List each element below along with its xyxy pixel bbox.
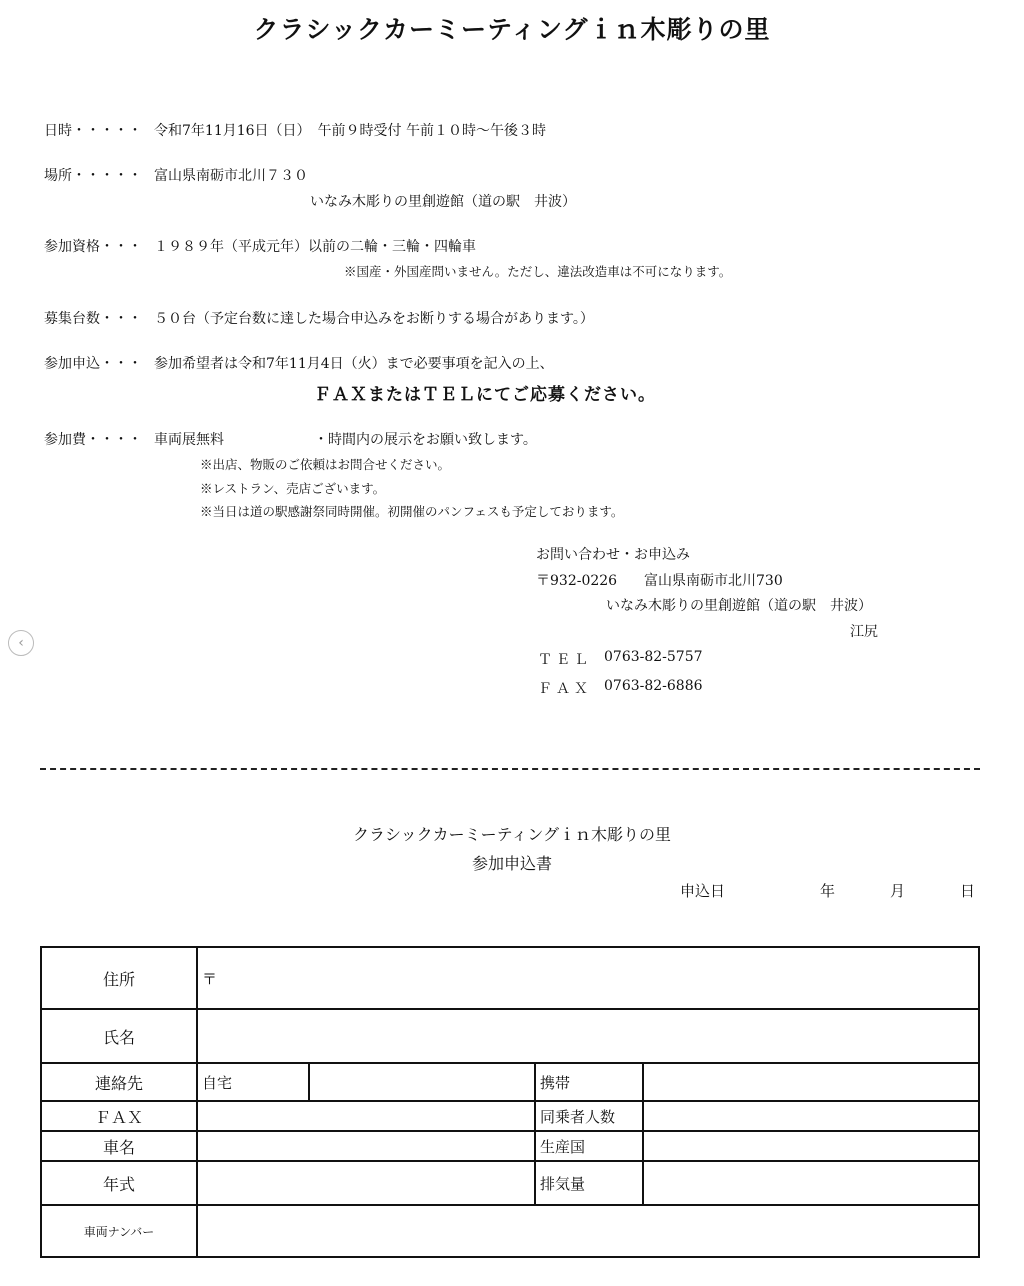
displacement-field[interactable] xyxy=(643,1161,979,1205)
model-year-row xyxy=(41,1161,979,1205)
apply-date-label: 申込日 xyxy=(680,882,726,900)
date-value: 令和7年11月16日（日） 午前９時受付 午前１０時〜午後３時 xyxy=(154,123,546,139)
mobile-field[interactable] xyxy=(643,1063,979,1101)
place-value: 富山県南砺市北川７３０ xyxy=(154,168,308,184)
tel-number: 0763-82-5757 xyxy=(604,649,703,665)
contact-person: 江尻 xyxy=(850,624,878,640)
home-label: 自宅 xyxy=(197,1063,309,1101)
eligibility-value: １９８９年（平成元年）以前の二輪・三輪・四輪車 xyxy=(154,239,476,255)
fax-label-cell: ＦＡＸ xyxy=(41,1101,197,1131)
address-label: 住所 xyxy=(41,947,197,1009)
name-label: 氏名 xyxy=(41,1009,197,1063)
eligibility-label: 参加資格・・・ xyxy=(44,239,142,255)
year-label: 年 xyxy=(820,882,836,900)
address-field[interactable] xyxy=(197,947,979,1009)
contact-heading: お問い合わせ・お申込み xyxy=(536,547,690,563)
name-row xyxy=(41,1009,979,1063)
eligibility-note: ※国産・外国産問いません。ただし、違法改造車は不可になります。 xyxy=(344,264,732,279)
postal-mark: 〒 xyxy=(202,969,218,988)
date-label: 日時・・・・・ xyxy=(44,123,142,139)
passengers-label: 同乗者人数 xyxy=(535,1101,643,1131)
fax-field[interactable] xyxy=(197,1101,535,1131)
application-form-table xyxy=(40,946,980,1258)
chevron-left-icon[interactable]: ‹ xyxy=(8,630,34,656)
capacity-value: ５０台（予定台数に達した場合申込みをお断りする場合があります。） xyxy=(154,311,594,327)
contact-address: 富山県南砺市北川730 xyxy=(644,573,783,589)
plate-field[interactable] xyxy=(197,1205,979,1257)
place-facility: いなみ木彫りの里創遊館（道の駅 井波） xyxy=(310,194,576,210)
apply-label: 参加申込・・・ xyxy=(44,356,142,372)
apply-emphasis: ＦＡＸまたはＴＥＬにてご応募ください。 xyxy=(314,385,656,405)
fee-note-2: ※レストラン、売店ございます。 xyxy=(200,481,386,496)
car-field[interactable] xyxy=(197,1131,535,1161)
car-label: 車名 xyxy=(41,1131,197,1161)
fee-value: 車両展無料 xyxy=(154,432,224,448)
contact-label: 連絡先 xyxy=(41,1063,197,1101)
contact-facility: いなみ木彫りの里創遊館（道の駅 井波） xyxy=(606,598,872,614)
passengers-field[interactable] xyxy=(643,1101,979,1131)
tel-label: ＴＥＬ xyxy=(538,652,592,668)
name-field[interactable] xyxy=(197,1009,979,1063)
apply-value: 参加希望者は令和7年11月4日（火）まで必要事項を記入の上、 xyxy=(154,356,554,372)
month-label: 月 xyxy=(890,882,906,900)
fee-note-1: ※出店、物販のご依頼はお問合せください。 xyxy=(200,457,451,472)
contact-postal: 〒932-0226 xyxy=(536,573,618,589)
fee-label: 参加費・・・・ xyxy=(44,432,142,448)
address-row xyxy=(41,947,979,1009)
fax-label: ＦＡＸ xyxy=(538,681,592,697)
page-title: クラシックカーミーティングｉｎ木彫りの里 xyxy=(253,15,771,44)
form-title: クラシックカーミーティングｉｎ木彫りの里 xyxy=(352,825,672,844)
form-subtitle: 参加申込書 xyxy=(471,854,552,873)
country-field[interactable] xyxy=(643,1131,979,1161)
place-label: 場所・・・・・ xyxy=(44,168,142,184)
car-row xyxy=(41,1131,979,1161)
mobile-label: 携帯 xyxy=(535,1063,643,1101)
fee-note-3: ※当日は道の駅感謝祭同時開催。初開催のパンフェスも予定しております。 xyxy=(200,504,624,519)
day-label: 日 xyxy=(960,882,976,900)
contact-row xyxy=(41,1063,979,1101)
home-field[interactable] xyxy=(309,1063,535,1101)
cut-line xyxy=(40,768,980,770)
capacity-label: 募集台数・・・ xyxy=(44,311,142,327)
fee-note: ・時間内の展示をお願い致します。 xyxy=(314,432,537,448)
plate-label: 車両ナンバー xyxy=(41,1205,197,1257)
model-year-label: 年式 xyxy=(41,1161,197,1205)
displacement-label: 排気量 xyxy=(535,1161,643,1205)
country-label: 生産国 xyxy=(535,1131,643,1161)
fax-row xyxy=(41,1101,979,1131)
plate-row xyxy=(41,1205,979,1257)
model-year-field[interactable] xyxy=(197,1161,535,1205)
fax-number: 0763-82-6886 xyxy=(604,678,703,694)
